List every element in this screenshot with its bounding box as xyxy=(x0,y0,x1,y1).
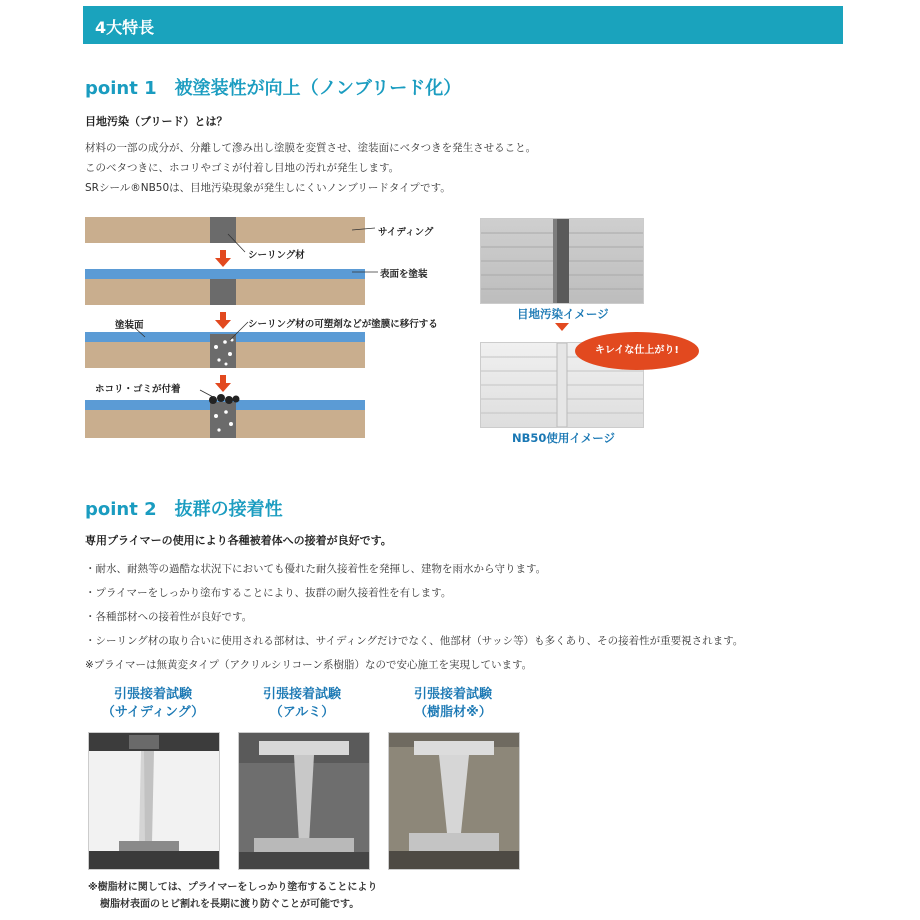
point1-subheading: 目地汚染（ブリード）とは？ xyxy=(85,115,228,128)
point1-line-2: このベタつきに、ホコリやゴミが付着し目地の汚れが発生します。 xyxy=(85,162,400,174)
label-painted-face: 塗装面 xyxy=(115,320,144,331)
test-resin-name: 引張接着試験 xyxy=(413,687,492,702)
point2-bullet-4: ・シーリング材の取り合いに使用される部材は、サイディングだけでなく、他部材（サッシ等）も多くあり、その接着性が重要視されます。 xyxy=(85,635,744,647)
label-migration: シーリング材の可塑剤などが塗膜に移行する xyxy=(248,319,438,330)
point2-heading: point 2 抜群の接着性 xyxy=(85,499,283,520)
test-alum-name: 引張接着試験 xyxy=(262,687,341,702)
test-alum-sub: （アルミ） xyxy=(269,705,335,720)
section-banner xyxy=(83,6,843,44)
footnote-line-2: 樹脂材表面のヒビ割れを長期に渡り防ぐことが可能です。 xyxy=(100,899,360,910)
label-dust: ホコリ・ゴミが付着 xyxy=(95,384,181,395)
label-siding: サイディング xyxy=(378,227,434,238)
label-paint-surface: 表面を塗装 xyxy=(380,269,428,280)
point1-heading: point 1 被塗装性が向上（ノンブリード化） xyxy=(85,78,462,99)
nb50-caption: NB50使用イメージ xyxy=(512,431,616,445)
point2-note: ※プライマーは無黄変タイプ（アクリルシリコーン系樹脂）なので安心施工を実現しています。 xyxy=(85,659,533,671)
point2-bullet-3: ・各種部材への接着性が良好です。 xyxy=(85,611,253,623)
point2-subheading: 専用プライマーの使用により各種被着体への接着が良好です。 xyxy=(85,534,392,547)
down-triangle-icon xyxy=(555,323,569,331)
point2-bullet-1: ・耐水、耐熱等の過酷な状況下においても優れた耐久接着性を発揮し、建物を雨水から守ります。 xyxy=(85,563,547,575)
banner-title: 4大特長 xyxy=(95,18,155,37)
label-sealing: シーリング材 xyxy=(248,250,305,261)
test-resin-photo xyxy=(388,732,520,870)
test-siding-photo xyxy=(88,732,220,870)
point1-line-1: 材料の一部の成分が、分離して滲み出し塗膜を変質させ、塗装面にベタつきを発生させること。 xyxy=(85,142,537,154)
stain-caption: 目地汚染イメージ xyxy=(517,307,609,321)
test-siding-title xyxy=(88,686,218,722)
test-alum-photo xyxy=(238,732,370,870)
test-siding-name: 引張接着試験 xyxy=(113,687,192,702)
test-alum-title xyxy=(237,686,367,722)
clean-finish-bubble xyxy=(575,332,699,370)
test-resin-sub: （樹脂材※） xyxy=(414,705,492,720)
point2-bullet-2: ・プライマーをしっかり塗布することにより、抜群の耐久接着性を有します。 xyxy=(85,587,452,599)
stain-photo xyxy=(480,218,644,304)
footnote-line-1: ※樹脂材に関しては、プライマーをしっかり塗布することにより xyxy=(88,882,378,893)
bubble-text: キレイな仕上がり! xyxy=(595,345,679,356)
test-siding-sub: （サイディング） xyxy=(101,705,205,720)
test-resin-title xyxy=(388,686,518,722)
point1-line-3: SRシール®NB50は、目地汚染現象が発生しにくいノンブリードタイプです。 xyxy=(85,182,451,194)
